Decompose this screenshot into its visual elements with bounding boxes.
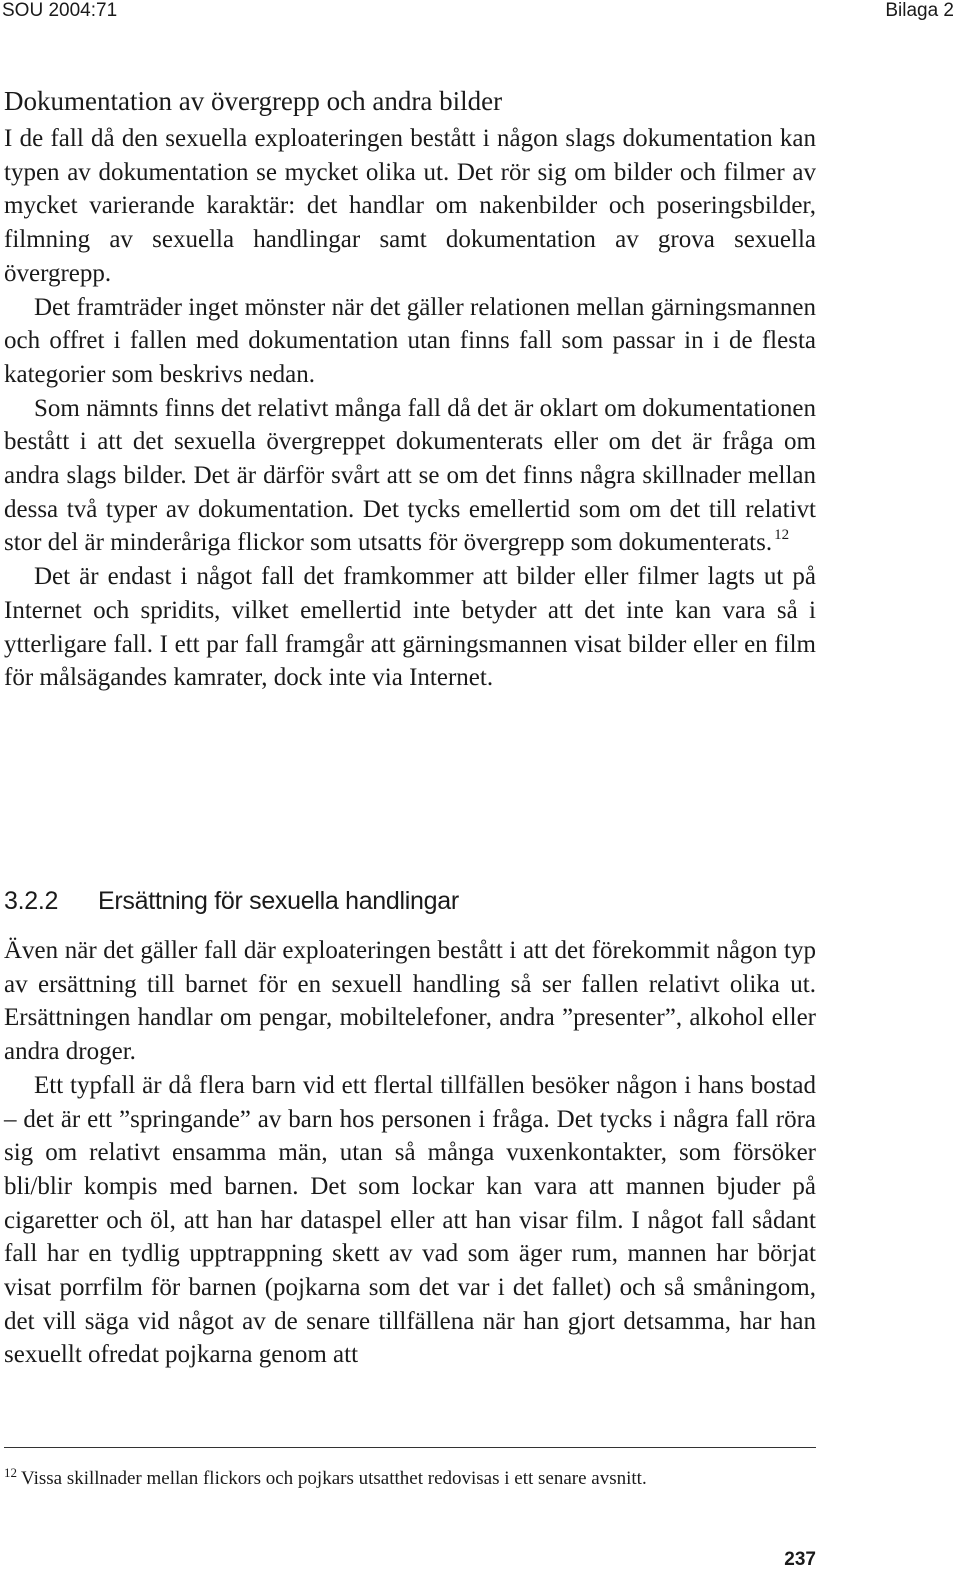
paragraph — [4, 560, 816, 695]
paragraph-text: Ett typfall är då flera barn vid ett flertal tillfällen besöker någon i hans bostad – det är ett ”springande” av barn hos personen i fråga. Det tycks i några fall röra sig om relativt ensamma män, utan så många vuxenkontakter, som försöker bli/blir kompis med barnen. Det som lockar kan vara att mannen bjuder på cigaretter och öl, att han har dataspel eller att han visar film. I något fall sådant fall har en tydlig upptrappning skett av vad som äger rum, mannen har börjat visat porrfilm för barnen (pojkarna som det var i det fallet) och så småningom, det vill säga vid något av de senare tillfällena när han gjort detsamma, har han sexuellt ofredat pojkarna genom att — [4, 1071, 816, 1369]
paragraph — [4, 1069, 816, 1372]
paragraph-text: Som nämnts finns det relativt många fall då det är oklart om dokumentationen bestått i att det sexuella övergreppet dokumenterats eller om det är fråga om andra slags bilder. Det är därför svårt att se om det finns några skillnader mellan dessa två typer av dokumentation. Det tycks emellertid som om det till relativt stor del är minderåriga flickor som utsatts för övergrepp som dokumenterats. — [4, 394, 816, 557]
section-title: Ersättning för sexuella handlingar — [98, 887, 459, 915]
appendix-label: Bilaga 2 — [885, 0, 954, 21]
footnote-text: Vissa skillnader mellan flickors och pojkars utsatthet redovisas i ett senare avsnitt. — [21, 1468, 647, 1489]
section-compensation — [4, 884, 816, 1372]
page-number: 237 — [784, 1549, 816, 1570]
paragraph-text: I de fall då den sexuella exploateringen bestått i någon slags dokumentation kan typen av dokumentation se mycket olika ut. Det rör sig om bilder och filmer av mycket varierande karaktär: det handlar om nakenbilder och poseringsbilder, filmning av sexuella handlingar samt dokumentation av grova sexuella övergrepp. — [4, 125, 816, 287]
paragraph — [4, 392, 816, 561]
paragraph-text: Det framträder inget mönster när det gäller relationen mellan gärningsmannen och offret i fallen med dokumentation utan finns fall som passar in i de flesta kategorier som beskrivs nedan. — [4, 293, 816, 388]
paragraph — [4, 934, 816, 1069]
paragraph — [4, 291, 816, 392]
running-header — [0, 0, 960, 22]
section-heading — [4, 884, 816, 918]
document-reference: SOU 2004:71 — [2, 0, 118, 21]
paragraph-text: Även när det gäller fall där exploateringen bestått i att det förekommit någon typ av ersättning till barnet för en sexuell handling så ser fallen relativt olika ut. Ersättningen handlar om pengar, mobiltelefoner, andra ”presenter”, alkohol eller andra droger. — [4, 937, 816, 1066]
footnote-divider — [4, 1447, 816, 1448]
footnote — [4, 1460, 816, 1492]
footnote-reference[interactable]: 12 — [774, 527, 790, 544]
footnote-number: 12 — [4, 1465, 17, 1480]
section-number: 3.2.2 — [4, 887, 59, 915]
paragraph — [4, 122, 816, 291]
subheading-documentation: Dokumentation av övergrepp och andra bilder — [4, 86, 503, 116]
paragraph-text: Det är endast i något fall det framkommer att bilder eller filmer lagts ut på Internet och spridits, vilket emellertid inte betyder att det inte kan vara så i ytterligare fall. I ett par fall framgår att gärningsmannen visat bilder eller en film för målsägandes kamrater, dock inte via Internet. — [4, 563, 816, 692]
section-documentation — [4, 84, 816, 695]
